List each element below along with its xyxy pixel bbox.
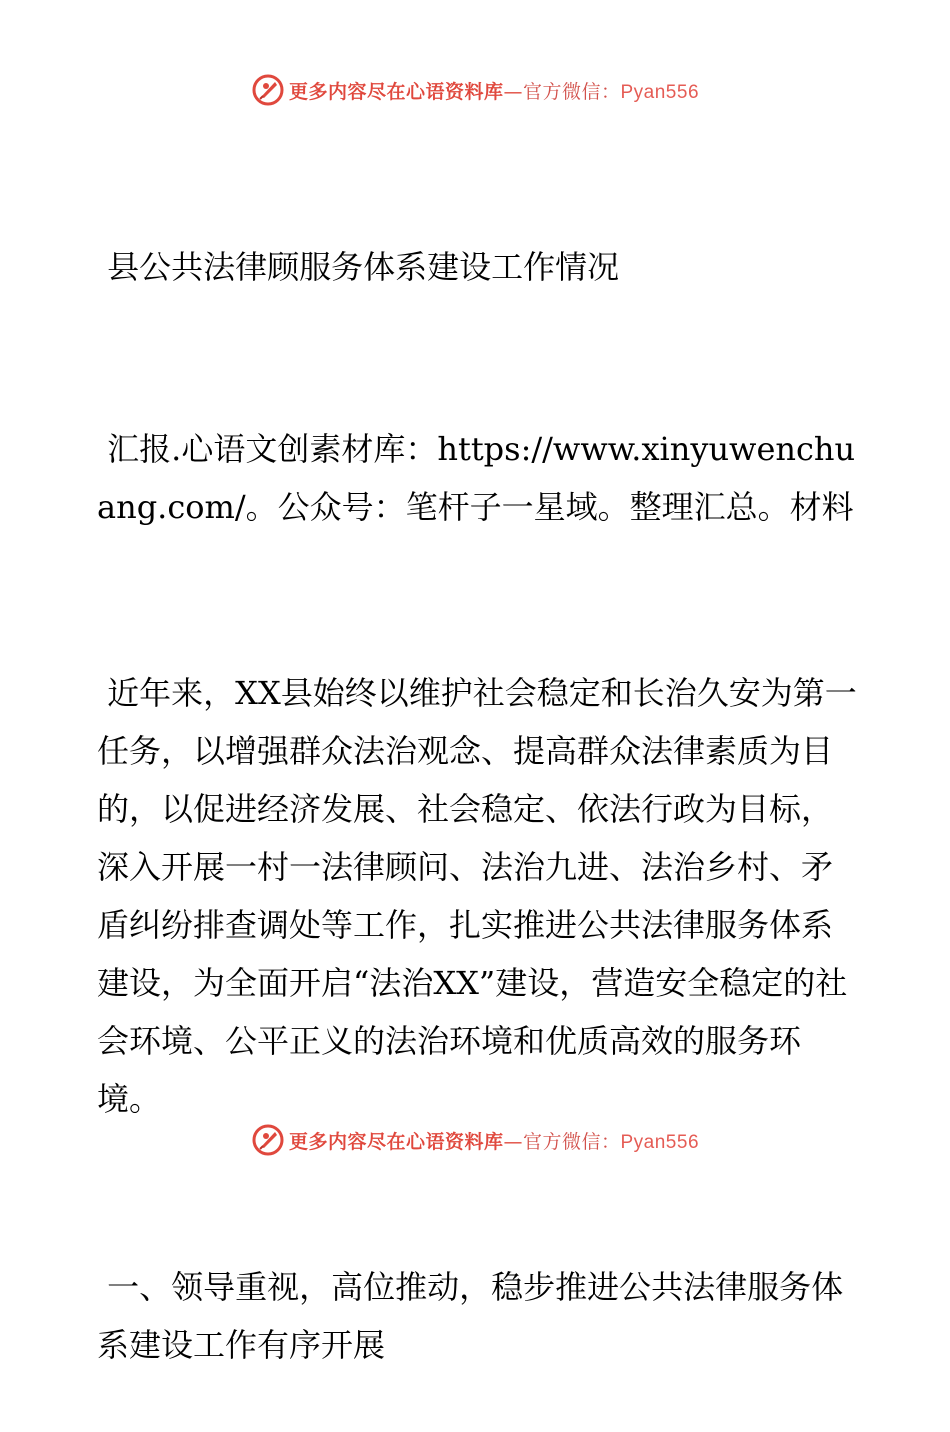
red-quill-circle-icon xyxy=(251,73,285,107)
document-meta: 汇报.心语文创素材库：https://www.xinyuwenchuang.com/。公众号：笔杆子一星域。整理汇总。材料 xyxy=(97,430,856,526)
banner-main-text: 更多内容尽在心语资料库 xyxy=(288,1130,504,1153)
banner-sub-text: 官方微信： xyxy=(522,1130,621,1153)
banner-text xyxy=(289,1127,699,1154)
document-body xyxy=(97,122,857,1432)
red-quill-circle-icon xyxy=(251,1123,285,1157)
footer-banner xyxy=(0,1120,950,1160)
banner-account: Pyan556 xyxy=(620,81,700,103)
paragraph-intro: 近年来，XX县始终以维护社会稳定和长治久安为第一任务，以增强群众法治观念、提高群众法律素质为目的，以促进经济发展、社会稳定、依法行政为目标，深入开展一村一法律顾问、法治九进、法治乡村、矛盾纠纷排查调处等工作，扎实推进公共法律服务体系建设，为全面开启“法治XX”建设，营造安全稳定的社会环境、公平正义的法治环境和优质高效的服务环境。 xyxy=(97,674,857,1118)
banner-main-text: 更多内容尽在心语资料库 xyxy=(288,80,504,103)
banner-account: Pyan556 xyxy=(620,1131,700,1153)
banner-sub-text: 官方微信： xyxy=(522,80,621,103)
banner-dash: — xyxy=(503,80,523,103)
banner-text xyxy=(289,77,699,104)
document-title: 县公共法律顾服务体系建设工作情况 xyxy=(97,248,620,286)
banner-dash: — xyxy=(503,1130,523,1153)
header-banner xyxy=(0,70,950,110)
section-heading-1: 一、领导重视，高位推动，稳步推进公共法律服务体系建设工作有序开展 xyxy=(97,1268,844,1364)
